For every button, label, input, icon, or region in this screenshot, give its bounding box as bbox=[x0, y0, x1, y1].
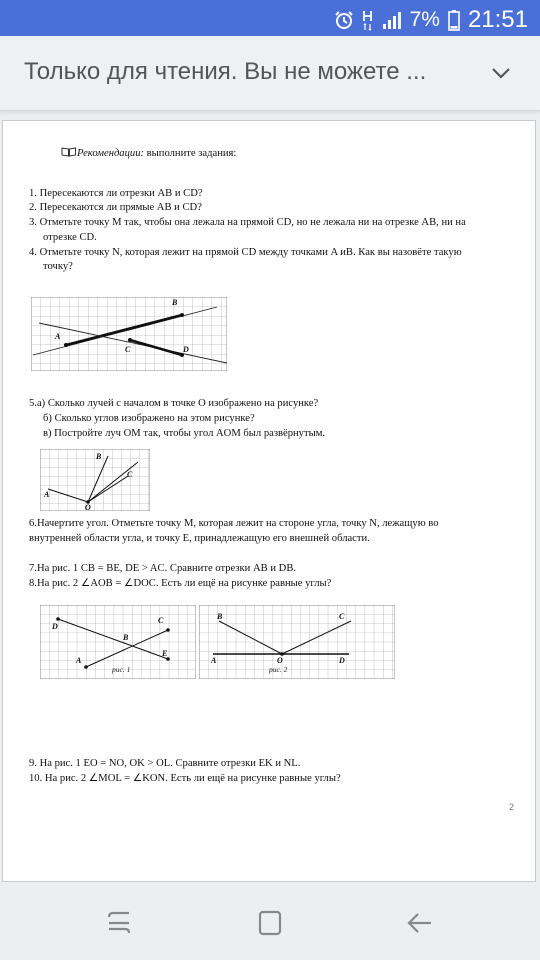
fig3-label-e: E bbox=[162, 649, 168, 658]
fig2-label-b: B bbox=[96, 452, 102, 461]
recent-apps-icon[interactable] bbox=[104, 908, 134, 938]
fig1-label-d: D bbox=[183, 345, 189, 354]
recommendation-text: выполните задания: bbox=[144, 148, 237, 159]
fig4-label-b: B bbox=[217, 612, 223, 621]
book-icon bbox=[61, 147, 77, 157]
fig1-label-a: A bbox=[55, 332, 61, 341]
clock: 21:51 bbox=[467, 6, 528, 33]
fig2-label-a: A bbox=[44, 490, 50, 499]
fig1-label-b: B bbox=[172, 298, 178, 307]
fig4-label-c: C bbox=[339, 612, 345, 621]
back-icon[interactable] bbox=[405, 908, 435, 938]
alarm-icon bbox=[334, 10, 354, 30]
page-number: 2 bbox=[509, 802, 515, 812]
question-4-line-1: 4. Отметьте точку N, которая лежит на прямой CD между точками A иB. Как вы назовёте такую bbox=[29, 247, 462, 258]
app-bar bbox=[0, 36, 540, 111]
question-5c: в) Постройте луч OM так, чтобы угол AOM был развёрнутым. bbox=[43, 428, 326, 439]
question-5a: 5.а) Сколько лучей с началом в точке O изображено на рисунке? bbox=[29, 398, 319, 409]
signal-icon bbox=[382, 10, 402, 30]
chevron-down-icon[interactable] bbox=[490, 62, 512, 84]
question-8: 8.На рис. 2 ∠AOB = ∠DOC. Есть ли ещё на рисунке равные углы? bbox=[29, 578, 332, 589]
home-icon[interactable] bbox=[255, 908, 285, 938]
question-10: 10. На рис. 2 ∠MOL = ∠KON. Есть ли ещё на рисунке равные углы? bbox=[29, 773, 341, 784]
question-4-line-2: точку? bbox=[43, 261, 73, 272]
question-9: 9. На рис. 1 EO = NO, OK > OL. Сравните отрезки EK и NL. bbox=[29, 758, 301, 769]
battery-icon bbox=[448, 9, 460, 31]
fig3-label-d: D bbox=[52, 622, 58, 631]
fig4-label-d: D bbox=[339, 656, 345, 665]
fig3-label-a: A bbox=[76, 656, 82, 665]
question-1: 1. Пересекаются ли отрезки AB и CD? bbox=[29, 188, 203, 199]
figure-ris-2 bbox=[199, 605, 395, 679]
fig4-label-a: A bbox=[211, 656, 217, 665]
question-3-line-1: 3. Отметьте точку M так, чтобы она лежала на прямой CD, но не лежала ни на отрезке AB, ни на bbox=[29, 217, 466, 228]
recommendation-label: Рекомендации: bbox=[77, 148, 145, 159]
figure-rays-from-o bbox=[40, 449, 150, 511]
figure-ris-1 bbox=[40, 605, 196, 679]
question-6-line-2: внутренней области угла, и точку E, принадлежащую его внешней области. bbox=[29, 533, 370, 544]
question-3-line-2: отрезке CD. bbox=[43, 232, 97, 243]
network-h-icon bbox=[362, 9, 374, 31]
fig4-label-o: O bbox=[277, 656, 283, 665]
navigation-bar bbox=[0, 884, 540, 960]
question-7: 7.На рис. 1 CB = BE, DE > AC. Сравните отрезки AB и DB. bbox=[29, 563, 297, 574]
recommendation-line bbox=[61, 147, 236, 160]
question-2: 2. Пересекаются ли прямые AB и CD? bbox=[29, 202, 202, 213]
fig3-label-c: C bbox=[158, 616, 164, 625]
fig3-label-b: B bbox=[123, 633, 129, 642]
fig3-caption: рис. 1 bbox=[112, 665, 131, 674]
status-bar bbox=[0, 0, 540, 36]
question-5b: б) Сколько углов изображено на этом рисунке? bbox=[43, 413, 255, 424]
question-6-line-1: 6.Начертите угол. Отметьте точку M, которая лежит на стороне угла, точку N, лежащую во bbox=[29, 518, 439, 529]
battery-percent: 7% bbox=[409, 8, 440, 31]
fig4-caption: рис. 2 bbox=[269, 665, 288, 674]
fig2-label-c: C bbox=[127, 470, 133, 479]
figure-segments-ab-cd bbox=[31, 297, 227, 371]
fig2-label-o: O bbox=[85, 503, 91, 511]
document-page bbox=[2, 120, 536, 882]
read-only-banner-title[interactable]: Только для чтения. Вы не можете ... bbox=[24, 58, 427, 85]
fig1-label-c: C bbox=[125, 345, 131, 354]
